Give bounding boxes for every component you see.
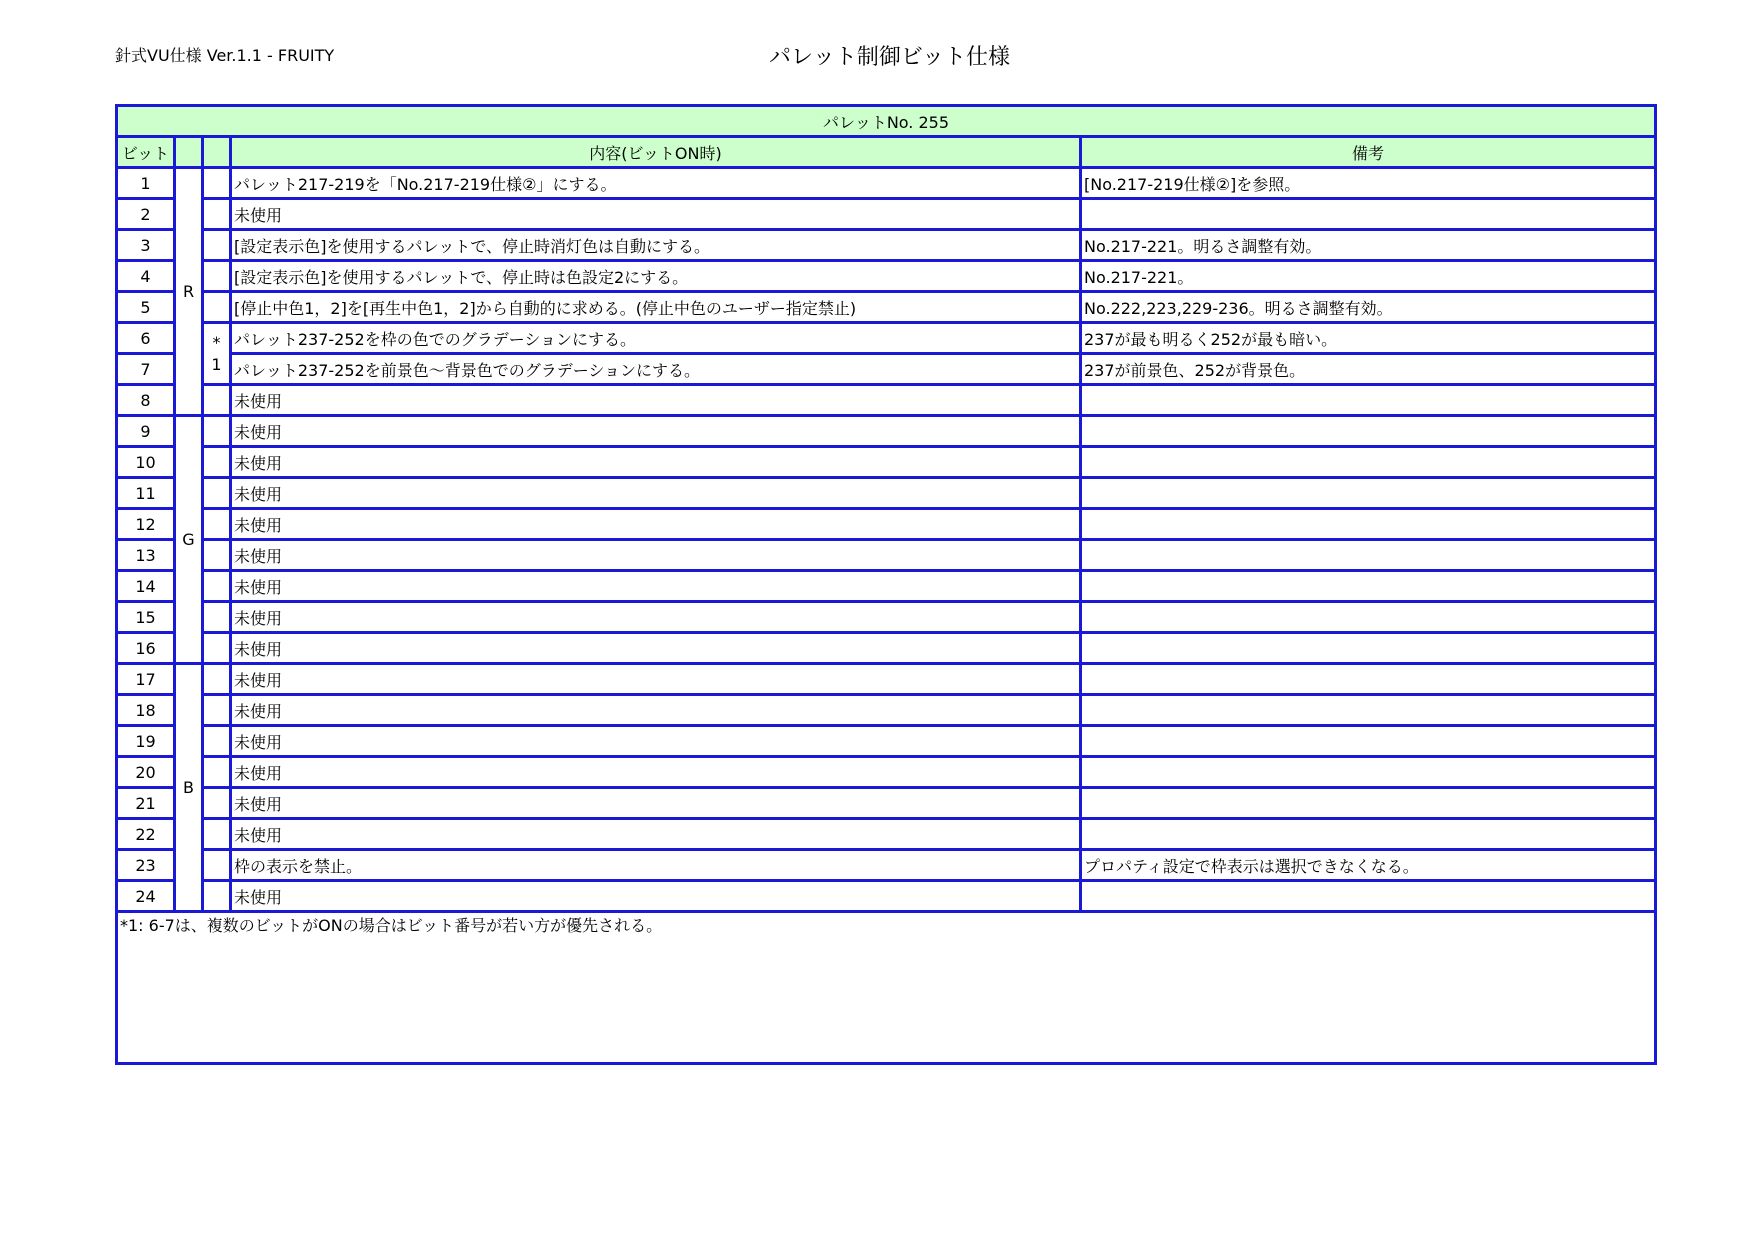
table-row — [117, 199, 1656, 230]
table-row — [117, 819, 1656, 850]
table-row — [117, 509, 1656, 540]
document-id: 針式VU仕様 Ver.1.1 - FRUITY — [115, 46, 335, 65]
content-cell: パレット217-219を「No.217-219仕様②」にする。 — [231, 168, 1081, 199]
remarks-cell — [1081, 664, 1656, 695]
remarks-cell — [1081, 478, 1656, 509]
palette-title: パレットNo. 255 — [117, 106, 1656, 137]
remarks-cell — [1081, 819, 1656, 850]
column-header-remarks: 備考 — [1081, 137, 1656, 168]
footnote-marker-star: * — [212, 332, 221, 352]
bit-number: 12 — [117, 509, 175, 540]
bit-number: 18 — [117, 695, 175, 726]
remarks-cell — [1081, 757, 1656, 788]
note-cell — [203, 292, 231, 323]
note-cell — [203, 819, 231, 850]
content-cell: 未使用 — [231, 385, 1081, 416]
column-header-group — [175, 137, 203, 168]
table-row — [117, 385, 1656, 416]
content-cell: 未使用 — [231, 447, 1081, 478]
content-cell: 未使用 — [231, 602, 1081, 633]
bit-number: 23 — [117, 850, 175, 881]
content-cell: 未使用 — [231, 509, 1081, 540]
note-cell — [203, 540, 231, 571]
remarks-cell: プロパティ設定で枠表示は選択できなくなる。 — [1081, 850, 1656, 881]
bit-number: 6 — [117, 323, 175, 354]
remarks-cell: No.217-221。 — [1081, 261, 1656, 292]
note-cell — [203, 447, 231, 478]
column-header-row — [117, 137, 1656, 168]
note-cell — [203, 881, 231, 912]
bit-number: 19 — [117, 726, 175, 757]
table-row — [117, 447, 1656, 478]
remarks-cell: 237が前景色、252が背景色。 — [1081, 354, 1656, 385]
table-row — [117, 292, 1656, 323]
content-cell: パレット237-252を枠の色でのグラデーションにする。 — [231, 323, 1081, 354]
note-cell — [203, 416, 231, 447]
remarks-cell — [1081, 602, 1656, 633]
content-cell: 未使用 — [231, 199, 1081, 230]
bit-number: 20 — [117, 757, 175, 788]
column-header-content: 内容(ビットON時) — [231, 137, 1081, 168]
remarks-cell: No.217-221。明るさ調整有効。 — [1081, 230, 1656, 261]
note-cell — [203, 261, 231, 292]
footnote: *1: 6-7は、複数のビットがONの場合はビット番号が若い方が優先される。 — [117, 912, 1656, 1064]
table-row — [117, 757, 1656, 788]
group-label-g: G — [175, 416, 203, 664]
remarks-cell — [1081, 385, 1656, 416]
content-cell: 未使用 — [231, 664, 1081, 695]
footnote-row — [117, 912, 1656, 1064]
remarks-cell — [1081, 881, 1656, 912]
remarks-cell — [1081, 633, 1656, 664]
note-cell — [203, 230, 231, 261]
note-cell — [203, 199, 231, 230]
bit-number: 24 — [117, 881, 175, 912]
note-cell — [203, 478, 231, 509]
table-row — [117, 571, 1656, 602]
bit-number: 22 — [117, 819, 175, 850]
content-cell: 未使用 — [231, 726, 1081, 757]
table-row — [117, 230, 1656, 261]
bit-number: 10 — [117, 447, 175, 478]
content-cell: パレット237-252を前景色～背景色でのグラデーションにする。 — [231, 354, 1081, 385]
bit-number: 8 — [117, 385, 175, 416]
note-cell — [203, 509, 231, 540]
bit-number: 17 — [117, 664, 175, 695]
content-cell: 枠の表示を禁止。 — [231, 850, 1081, 881]
remarks-cell: [No.217-219仕様②]を参照。 — [1081, 168, 1656, 199]
content-cell: 未使用 — [231, 819, 1081, 850]
remarks-cell — [1081, 726, 1656, 757]
column-header-bit: ビット — [117, 137, 175, 168]
remarks-cell — [1081, 540, 1656, 571]
content-cell: [停止中色1，2]を[再生中色1，2]から自動的に求める。(停止中色のユーザー指定禁止) — [231, 292, 1081, 323]
content-cell: 未使用 — [231, 416, 1081, 447]
content-cell: 未使用 — [231, 571, 1081, 602]
note-cell — [203, 695, 231, 726]
table-row — [117, 168, 1656, 199]
table-row — [117, 881, 1656, 912]
footnote-marker-number: 1 — [211, 354, 222, 374]
content-cell: 未使用 — [231, 881, 1081, 912]
palette-title-row — [117, 106, 1656, 137]
note-cell — [203, 664, 231, 695]
remarks-cell — [1081, 509, 1656, 540]
bit-number: 5 — [117, 292, 175, 323]
group-label-r: R — [175, 168, 203, 416]
content-cell: 未使用 — [231, 540, 1081, 571]
bit-number: 1 — [117, 168, 175, 199]
bit-number: 16 — [117, 633, 175, 664]
remarks-cell — [1081, 199, 1656, 230]
bit-number: 11 — [117, 478, 175, 509]
note-cell — [203, 168, 231, 199]
content-cell: 未使用 — [231, 478, 1081, 509]
table-row — [117, 850, 1656, 881]
note-cell — [203, 850, 231, 881]
remarks-cell — [1081, 788, 1656, 819]
table-row — [117, 540, 1656, 571]
content-cell: 未使用 — [231, 757, 1081, 788]
content-cell: 未使用 — [231, 788, 1081, 819]
note-cell — [203, 726, 231, 757]
table-row — [117, 261, 1656, 292]
table-row — [117, 416, 1656, 447]
note-cell — [203, 571, 231, 602]
bit-number: 21 — [117, 788, 175, 819]
bit-number: 9 — [117, 416, 175, 447]
group-label-b: B — [175, 664, 203, 912]
content-cell: [設定表示色]を使用するパレットで、停止時消灯色は自動にする。 — [231, 230, 1081, 261]
table-row — [117, 726, 1656, 757]
note-cell — [203, 385, 231, 416]
table-row — [117, 633, 1656, 664]
bit-number: 3 — [117, 230, 175, 261]
bit-number: 13 — [117, 540, 175, 571]
content-cell: [設定表示色]を使用するパレットで、停止時は色設定2にする。 — [231, 261, 1081, 292]
content-cell: 未使用 — [231, 695, 1081, 726]
page-title: パレット制御ビット仕様 — [769, 45, 1010, 70]
table-row — [117, 788, 1656, 819]
table-row — [117, 323, 1656, 354]
note-cell — [203, 602, 231, 633]
content-cell: 未使用 — [231, 633, 1081, 664]
remarks-cell: No.222,223,229-236。明るさ調整有効。 — [1081, 292, 1656, 323]
bit-number: 14 — [117, 571, 175, 602]
remarks-cell: 237が最も明るく252が最も暗い。 — [1081, 323, 1656, 354]
remarks-cell — [1081, 695, 1656, 726]
remarks-cell — [1081, 416, 1656, 447]
remarks-cell — [1081, 571, 1656, 602]
table-row — [117, 354, 1656, 385]
footnote-marker — [203, 323, 231, 385]
table-row — [117, 695, 1656, 726]
table-row — [117, 478, 1656, 509]
palette-bit-table — [115, 104, 1657, 1065]
note-cell — [203, 633, 231, 664]
note-cell — [203, 757, 231, 788]
bit-number: 4 — [117, 261, 175, 292]
remarks-cell — [1081, 447, 1656, 478]
bit-number: 15 — [117, 602, 175, 633]
bit-number: 7 — [117, 354, 175, 385]
table-row — [117, 602, 1656, 633]
column-header-note — [203, 137, 231, 168]
bit-number: 2 — [117, 199, 175, 230]
note-cell — [203, 788, 231, 819]
table-row — [117, 664, 1656, 695]
